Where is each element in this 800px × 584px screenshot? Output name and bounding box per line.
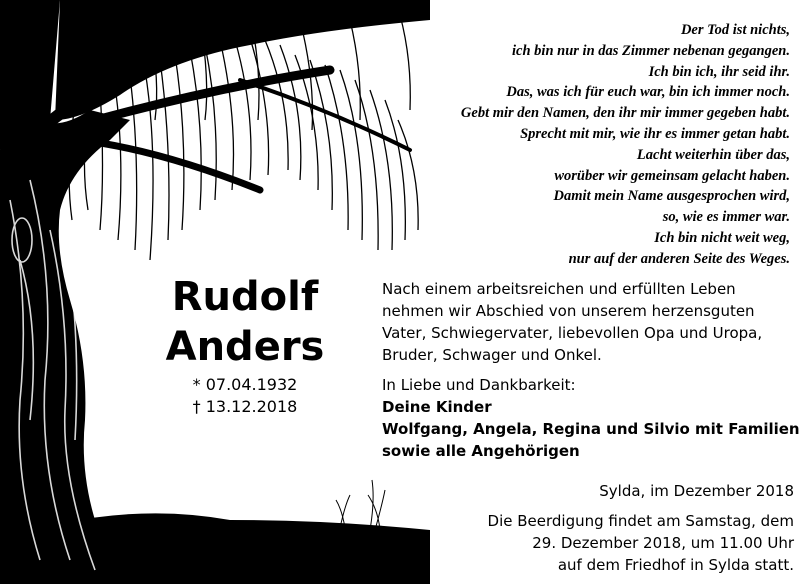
mourners-intro: In Liebe und Dankbarkeit: [382,376,576,394]
notice-line: nehmen wir Abschied von unserem herzensguten [382,302,755,320]
place-date: Sylda, im Dezember 2018 [599,482,794,500]
mourners-relatives: sowie alle Angehörigen [382,442,580,460]
notice-line: Vater, Schwiegervater, liebevollen Opa und Uropa, [382,324,763,342]
poem-line: Ich bin ich, ihr seid ihr. [648,63,790,80]
funeral-line: 29. Dezember 2018, um 11.00 Uhr [532,534,794,552]
deceased-first-name: Rudolf [171,274,319,320]
notice-line: Bruder, Schwager und Onkel. [382,346,602,364]
notice-text [382,278,794,366]
birth-date: * 07.04.1932 [192,375,298,394]
funeral-info [382,510,794,576]
poem-line: Gebt mir den Namen, den ihr mir immer gegeben habt. [460,105,790,122]
poem-line: worüber wir gemeinsam gelacht haben. [554,167,790,184]
poem-line: Der Tod ist nichts, [680,22,790,38]
mourners-children: Deine Kinder [382,398,492,416]
deceased-last-name: Anders [165,324,325,370]
poem [370,20,790,270]
notice-line: Nach einem arbeitsreichen und erfüllten Leben [382,280,736,298]
poem-line: Damit mein Name ausgesprochen wird, [553,188,790,205]
death-date: † 13.12.2018 [192,397,298,416]
mourners [382,374,800,462]
poem-line: Ich bin nicht weit weg, [654,229,790,246]
funeral-line: Die Beerdigung findet am Samstag, dem [487,512,794,530]
poem-line: Lacht weiterhin über das, [636,146,790,163]
poem-line: so, wie es immer war. [662,209,790,226]
poem-line: Sprecht mit mir, wie ihr es immer getan habt. [520,125,790,142]
mourners-names: Wolfgang, Angela, Regina und Silvio mit Familien [382,420,800,438]
poem-line: Das, was ich für euch war, bin ich immer noch. [506,84,790,101]
funeral-line: auf dem Friedhof in Sylda statt. [557,556,794,574]
poem-line: nur auf der anderen Seite des Weges. [568,250,790,267]
poem-line: ich bin nur in das Zimmer nebenan gegangen. [512,42,790,59]
